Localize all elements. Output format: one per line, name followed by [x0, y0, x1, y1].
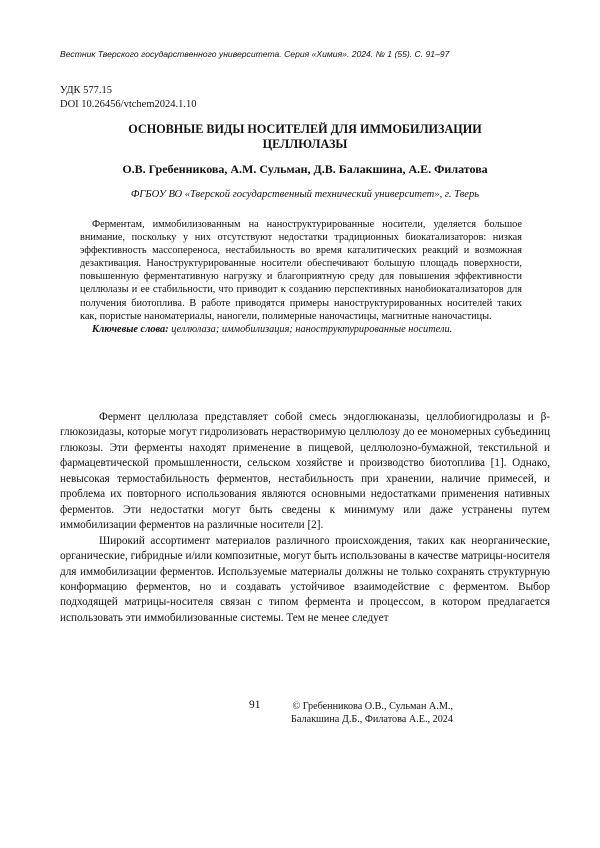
keywords	[80, 323, 522, 336]
keywords-text: целлюлаза; иммобилизация; наноструктурированные носители.	[168, 323, 453, 335]
title-line-2: ЦЕЛЛЮЛАЗЫ	[262, 137, 348, 151]
authors: О.В. Гребенникова, А.М. Сульман, Д.В. Балакшина, А.Е. Филатова	[122, 162, 488, 176]
article-body	[60, 410, 550, 626]
udk-code: УДК 577.15	[60, 85, 113, 96]
copyright-line-2: Балакшина Д.Б., Филатова А.Е., 2024	[291, 714, 453, 725]
affiliation: ФГБОУ ВО «Тверской государственный технический университет», г. Тверь	[130, 189, 480, 200]
abstract-text: Ферментам, иммобилизованным на наноструктурированные носители, уделяется большое внимание, поскольку у них отсутствуют недостатки традиционных биокатализаторов: низкая эффективность массопереноса, нестабильность во время каталитических реакций и возможная дезактивация. Наноструктурированные носители обеспечивают большую площадь поверхности, повышенную ферментативную нагрузку и благоприятную среду для повышения эффективности целлюлазы и ее стабильности, что приводит к созданию перспективных нанобиокатализаторов для получения биотоплива. В работе приводятся примеры наноструктурированных носителей таких как, пористые наноматериалы, наногели, полимерные наночастицы, магнитные наночастицы.	[80, 219, 522, 322]
journal-header: Вестник Тверского государственного университета. Серия «Химия». 2024. № 1 (55). С. 91–97	[60, 49, 450, 59]
copyright-line-1: © Гребенникова О.В., Сульман А.М.,	[292, 701, 453, 712]
copyright	[283, 700, 453, 726]
abstract	[80, 218, 522, 336]
article-title	[60, 122, 550, 152]
body-paragraph-2: Широкий ассортимент материалов различного происхождения, таких как неорганические, органические, гибридные и/или композитные, могут быть использованы в качестве матрицы-носителя для иммобилизации ферментов. Используемые материалы должны не только сохранять структурную конформацию ферментов, но и создавать устойчивое взаимодействие с ферментом. Выбор подходящей матрицы-носителя связан с типом фермента и процессом, в котором предлагается использовать эти иммобилизованные системы. Тем не менее следует	[60, 534, 550, 624]
doi: DOI 10.26456/vtchem2024.1.10	[60, 99, 197, 110]
title-line-1: ОСНОВНЫЕ ВИДЫ НОСИТЕЛЕЙ ДЛЯ ИММОБИЛИЗАЦИИ	[128, 122, 482, 136]
page-number: 91	[249, 699, 261, 711]
article-meta	[60, 84, 197, 112]
body-paragraph-1: Фермент целлюлаза представляет собой смесь эндоглюканазы, целлобиогидролазы и β-глюкозидазы, которые могут гидролизовать нерастворимую целлюлозу до ее мономерных субъединиц глюкозы. Эти ферменты находят применение в пищевой, целлюлозно-бумажной, текстильной и фармацевтической промышленности, сельском хозяйстве и производство биотоплива [1]. Однако, невысокая термостабильность ферментов, нестабильность при хранении, наличие примесей, и проблема их повторного использования являются основными недостатками применения нативных ферментов. Эти недостатки могут быть сведены к минимуму или даже устранены путем иммобилизации ферментов на различные носители [2].	[60, 411, 550, 532]
keywords-label: Ключевые слова:	[92, 323, 169, 335]
